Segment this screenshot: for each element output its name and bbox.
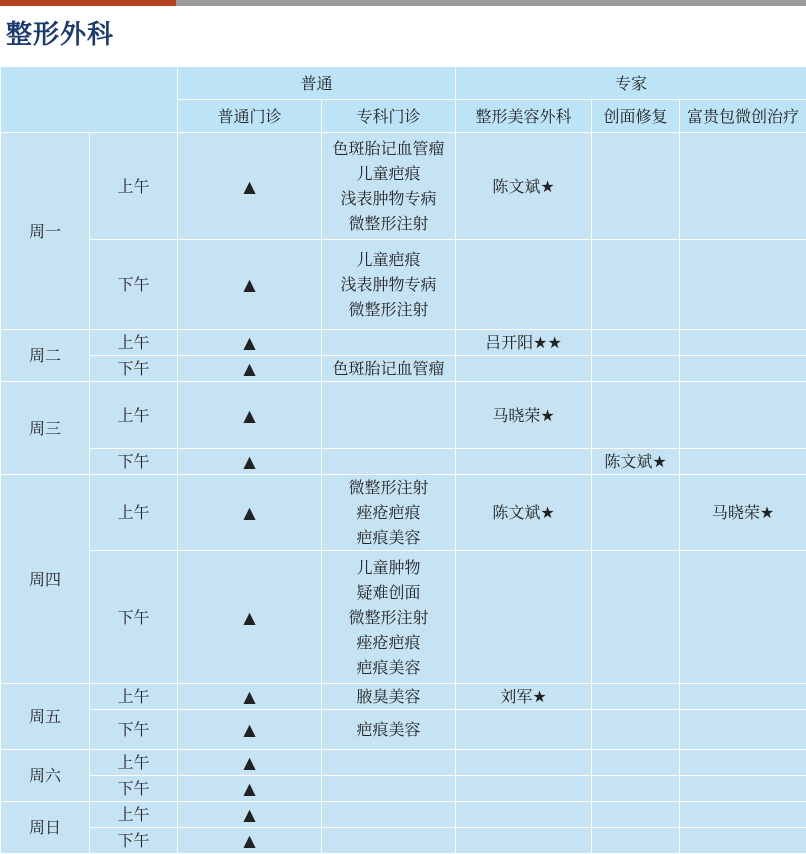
specialty-list — [322, 247, 455, 322]
header-group-general: 普通 — [178, 67, 456, 100]
header-general-clinic: 普通门诊 — [178, 100, 322, 133]
microcreation-cell: 马晓荣★ — [680, 475, 806, 551]
specialty-clinic-cell — [322, 551, 456, 684]
wound-repair-cell — [592, 684, 680, 710]
table-row — [1, 475, 806, 551]
specialty-clinic-cell — [322, 710, 456, 750]
general-clinic-cell: ▲ — [178, 551, 322, 684]
page-title: 整形外科 — [6, 14, 114, 51]
specialty-list — [322, 684, 455, 709]
table-row — [1, 240, 806, 330]
cosmetic-surgery-cell: 陈文斌★ — [456, 475, 592, 551]
specialty-list — [322, 717, 455, 742]
microcreation-cell — [680, 750, 806, 776]
microcreation-cell — [680, 710, 806, 750]
specialty-list — [322, 555, 455, 680]
schedule-body — [1, 133, 806, 854]
table-row — [1, 750, 806, 776]
period-cell: 上午 — [90, 802, 178, 828]
period-cell: 上午 — [90, 382, 178, 449]
day-cell: 周四 — [1, 475, 90, 684]
specialty-list — [322, 356, 455, 381]
specialty-clinic-cell — [322, 684, 456, 710]
cosmetic-surgery-cell — [456, 449, 592, 475]
specialty-clinic-cell — [322, 133, 456, 240]
wound-repair-cell — [592, 475, 680, 551]
general-clinic-cell: ▲ — [178, 750, 322, 776]
top-accent-bar-right — [176, 0, 806, 6]
table-row — [1, 330, 806, 356]
specialty-item: 疤痕美容 — [322, 655, 455, 680]
period-cell: 上午 — [90, 330, 178, 356]
table-row — [1, 684, 806, 710]
general-clinic-cell: ▲ — [178, 133, 322, 240]
specialty-clinic-cell — [322, 330, 456, 356]
specialty-list — [322, 475, 455, 550]
cosmetic-surgery-cell — [456, 356, 592, 382]
wound-repair-cell — [592, 551, 680, 684]
wound-repair-cell — [592, 710, 680, 750]
specialty-item: 微整形注射 — [322, 211, 455, 236]
table-row — [1, 710, 806, 750]
day-cell: 周三 — [1, 382, 90, 475]
specialty-item: 微整形注射 — [322, 297, 455, 322]
specialty-clinic-cell — [322, 828, 456, 854]
table-row — [1, 382, 806, 449]
period-cell: 上午 — [90, 133, 178, 240]
day-cell: 周六 — [1, 750, 90, 802]
microcreation-cell — [680, 330, 806, 356]
cosmetic-surgery-cell: 马晓荣★ — [456, 382, 592, 449]
specialty-item: 儿童疤痕 — [322, 247, 455, 272]
period-cell: 上午 — [90, 750, 178, 776]
period-cell: 下午 — [90, 551, 178, 684]
cosmetic-surgery-cell — [456, 776, 592, 802]
specialty-item: 色斑胎记血管瘤 — [322, 136, 455, 161]
specialty-clinic-cell — [322, 356, 456, 382]
specialty-item: 儿童肿物 — [322, 555, 455, 580]
table-row — [1, 449, 806, 475]
table-row — [1, 776, 806, 802]
wound-repair-cell — [592, 750, 680, 776]
period-cell: 下午 — [90, 240, 178, 330]
cosmetic-surgery-cell — [456, 240, 592, 330]
specialty-clinic-cell — [322, 776, 456, 802]
specialty-clinic-cell — [322, 750, 456, 776]
specialty-item: 疤痕美容 — [322, 717, 455, 742]
general-clinic-cell: ▲ — [178, 684, 322, 710]
specialty-item: 浅表肿物专病 — [322, 186, 455, 211]
microcreation-cell — [680, 133, 806, 240]
microcreation-cell — [680, 802, 806, 828]
wound-repair-cell — [592, 802, 680, 828]
schedule-table — [0, 66, 806, 854]
general-clinic-cell: ▲ — [178, 330, 322, 356]
general-clinic-cell: ▲ — [178, 356, 322, 382]
day-cell: 周二 — [1, 330, 90, 382]
period-cell: 上午 — [90, 475, 178, 551]
header-cosmetic-surgery: 整形美容外科 — [456, 100, 592, 133]
microcreation-cell — [680, 828, 806, 854]
microcreation-cell — [680, 240, 806, 330]
specialty-item: 痤疮疤痕 — [322, 500, 455, 525]
general-clinic-cell: ▲ — [178, 449, 322, 475]
microcreation-cell — [680, 551, 806, 684]
cosmetic-surgery-cell: 陈文斌★ — [456, 133, 592, 240]
header-corner-cell — [1, 67, 178, 133]
wound-repair-cell — [592, 776, 680, 802]
table-row — [1, 828, 806, 854]
wound-repair-cell — [592, 382, 680, 449]
cosmetic-surgery-cell: 刘军★ — [456, 684, 592, 710]
cosmetic-surgery-cell — [456, 551, 592, 684]
specialty-item: 微整形注射 — [322, 475, 455, 500]
period-cell: 下午 — [90, 356, 178, 382]
period-cell: 下午 — [90, 449, 178, 475]
header-wound-repair: 创面修复 — [592, 100, 680, 133]
specialty-item: 浅表肿物专病 — [322, 272, 455, 297]
period-cell: 上午 — [90, 684, 178, 710]
specialty-item: 腋臭美容 — [322, 684, 455, 709]
wound-repair-cell — [592, 133, 680, 240]
wound-repair-cell — [592, 828, 680, 854]
specialty-item: 痤疮疤痕 — [322, 630, 455, 655]
table-row — [1, 356, 806, 382]
header-group-expert: 专家 — [456, 67, 806, 100]
general-clinic-cell: ▲ — [178, 802, 322, 828]
general-clinic-cell: ▲ — [178, 382, 322, 449]
cosmetic-surgery-cell: 吕开阳★★ — [456, 330, 592, 356]
cosmetic-surgery-cell — [456, 828, 592, 854]
general-clinic-cell: ▲ — [178, 475, 322, 551]
specialty-item: 儿童疤痕 — [322, 161, 455, 186]
table-row — [1, 802, 806, 828]
specialty-clinic-cell — [322, 802, 456, 828]
general-clinic-cell: ▲ — [178, 710, 322, 750]
specialty-item: 微整形注射 — [322, 605, 455, 630]
wound-repair-cell — [592, 240, 680, 330]
top-accent-bar — [0, 0, 806, 6]
top-accent-bar-left — [0, 0, 176, 6]
period-cell: 下午 — [90, 828, 178, 854]
day-cell: 周日 — [1, 802, 90, 854]
specialty-clinic-cell — [322, 475, 456, 551]
microcreation-cell — [680, 356, 806, 382]
wound-repair-cell — [592, 330, 680, 356]
specialty-clinic-cell — [322, 240, 456, 330]
specialty-item: 疑难创面 — [322, 580, 455, 605]
wound-repair-cell — [592, 356, 680, 382]
day-cell: 周一 — [1, 133, 90, 330]
table-row — [1, 551, 806, 684]
cosmetic-surgery-cell — [456, 802, 592, 828]
period-cell: 下午 — [90, 776, 178, 802]
period-cell: 下午 — [90, 710, 178, 750]
header-microcreation: 富贵包微创治疗 — [680, 100, 806, 133]
cosmetic-surgery-cell — [456, 710, 592, 750]
wound-repair-cell: 陈文斌★ — [592, 449, 680, 475]
day-cell: 周五 — [1, 684, 90, 750]
microcreation-cell — [680, 382, 806, 449]
specialty-item: 色斑胎记血管瘤 — [322, 356, 455, 381]
general-clinic-cell: ▲ — [178, 240, 322, 330]
microcreation-cell — [680, 776, 806, 802]
table-row — [1, 133, 806, 240]
cosmetic-surgery-cell — [456, 750, 592, 776]
specialty-clinic-cell — [322, 449, 456, 475]
header-specialty-clinic: 专科门诊 — [322, 100, 456, 133]
specialty-clinic-cell — [322, 382, 456, 449]
general-clinic-cell: ▲ — [178, 776, 322, 802]
specialty-item: 疤痕美容 — [322, 525, 455, 550]
specialty-list — [322, 136, 455, 236]
microcreation-cell — [680, 449, 806, 475]
general-clinic-cell: ▲ — [178, 828, 322, 854]
microcreation-cell — [680, 684, 806, 710]
